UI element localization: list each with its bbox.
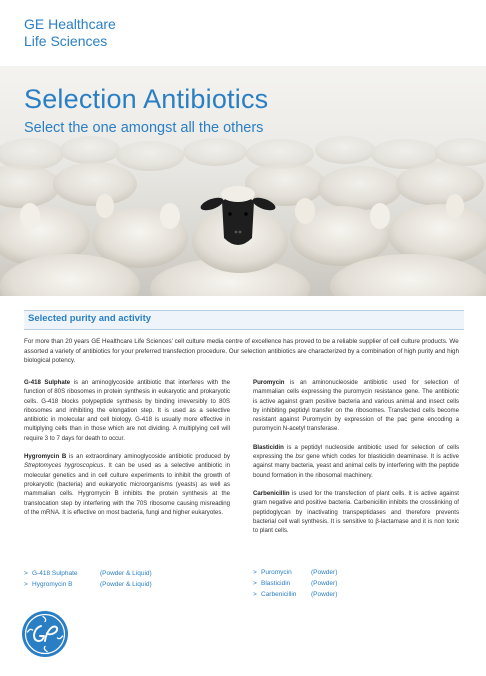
right-column	[253, 378, 459, 544]
arrow-icon: >	[24, 581, 28, 588]
product-list-right	[253, 567, 459, 600]
product-form: (Powder)	[311, 591, 338, 598]
product-item[interactable]	[24, 568, 230, 579]
product-item[interactable]	[253, 578, 459, 589]
blasticidin-name: Blasticidin	[253, 443, 284, 451]
arrow-icon: >	[253, 580, 257, 587]
product-list-left	[24, 568, 230, 590]
product-item[interactable]	[253, 567, 459, 578]
product-name: Carbenicillin	[261, 591, 297, 598]
hygromycin-description-1: is an extraordinary aminoglycoside antibiotic produced by	[66, 453, 230, 461]
product-name: Puromycin	[261, 569, 292, 576]
g418-name: G-418 Sulphate	[24, 379, 71, 386]
page-subtitle: Select the one amongst all the others	[24, 120, 264, 136]
brand-line-2: Life Sciences	[24, 33, 108, 49]
puromycin-paragraph	[253, 378, 459, 434]
left-column	[24, 378, 230, 526]
product-name: Blasticidin	[261, 580, 291, 587]
puromycin-name: Puromycin	[253, 379, 285, 386]
hygromycin-name: Hygromycin B	[24, 453, 67, 461]
brand-line-1: GE Healthcare	[24, 16, 116, 32]
page-title: Selection Antibiotics	[24, 84, 269, 114]
arrow-icon: >	[253, 569, 257, 576]
product-form: (Powder & Liquid)	[100, 570, 152, 577]
intro-paragraph: For more than 20 years GE Healthcare Life Sciences' cell culture media centre of excellence has proved to be a reliable supplier of cell culture products. We assorted a variety of antibiotics for your preferred transfection procedure. Our selection antibiotics are characterized by a combination of high purity and high biological potency.	[24, 338, 460, 364]
carbenicillin-paragraph	[253, 489, 459, 535]
g418-description: is an aminoglycoside antibiotic that interferes with the function of 80S ribosomes in protein synthesis in eukaryotic and prokaryotic cells. G-418 blocks polypeptide synthesis by binding irreversibly to 80S ribosomes and inhibiting the elongation step. It is used as a selective antibiotic in molecular and cell biology. G-418 is usually more effective in multiplying cells than in those which are not dividing. A multiplying cell will require 3 to 7 days for death to occur.	[24, 379, 230, 442]
product-form: (Powder & Liquid)	[100, 581, 152, 588]
hygromycin-description-2: . It can be used as a selective antibiotic in molecular genetics and in cell culture experiments to inhibit the growth of prokaryotic (bacteria) and eukaryotic microorganisms (yeasts) as well as mammalian cells. Hygromycin B inhibits the protein synthesis at the translocation step by interfering with the 70S ribosome causing misreading of the mRNA. It is effective on most bacteria, fungi and higher eukaryotes.	[24, 462, 230, 516]
product-name: G-418 Sulphate	[32, 570, 78, 577]
puromycin-description: is an aminonucleoside antibiotic used for selection of mammalian cells expressing the puromycin resistance gene. The antibiotic is active against gram positive bacteria and various animal and insect cells by inhibiting peptidyl transfer on the ribosomes. Transfected cells become resistant against Puromycin by expression of the pac gene encoding a puromycin N-acetyl transferase.	[253, 379, 459, 433]
product-form: (Powder)	[311, 580, 338, 587]
blasticidin-gene: bsr	[295, 453, 304, 461]
hygromycin-paragraph	[24, 452, 230, 517]
section-header-bar	[24, 310, 464, 330]
blasticidin-description-1: is a peptidyl nucleoside antibiotic used for selection of cells expressing the	[253, 443, 459, 461]
product-item[interactable]	[253, 589, 459, 600]
carbenicillin-name: Carbenicillin	[253, 489, 290, 497]
product-form: (Powder)	[311, 569, 338, 576]
arrow-icon: >	[24, 570, 28, 577]
brand-name	[24, 16, 116, 50]
hygromycin-species: Streptomyces hygroscopicus	[24, 462, 104, 470]
product-item[interactable]	[24, 579, 230, 590]
section-title: Selected purity and activity	[28, 313, 152, 324]
ge-logo-icon	[21, 610, 69, 658]
blasticidin-paragraph	[253, 443, 459, 480]
carbenicillin-description: is used for the transfection of plant cells. It is active against gram negative and positive bacteria. Carbenicillin inhibits the crosslinking of peptidoglycan by inactivating transpeptidases and therefore prevents bacterial cell wall synthesis. It is sensitive to β-lactamase and it is non toxic to plant cells.	[253, 489, 459, 535]
arrow-icon: >	[253, 591, 257, 598]
product-name: Hygromycin B	[32, 581, 73, 588]
g418-paragraph	[24, 378, 230, 443]
blasticidin-description-2: gene which codes for blasticidin deaminase. It is active against many bacteria, yeast and animal cells by interfering with the peptide bound formation in the ribosomal machinery.	[253, 453, 460, 479]
